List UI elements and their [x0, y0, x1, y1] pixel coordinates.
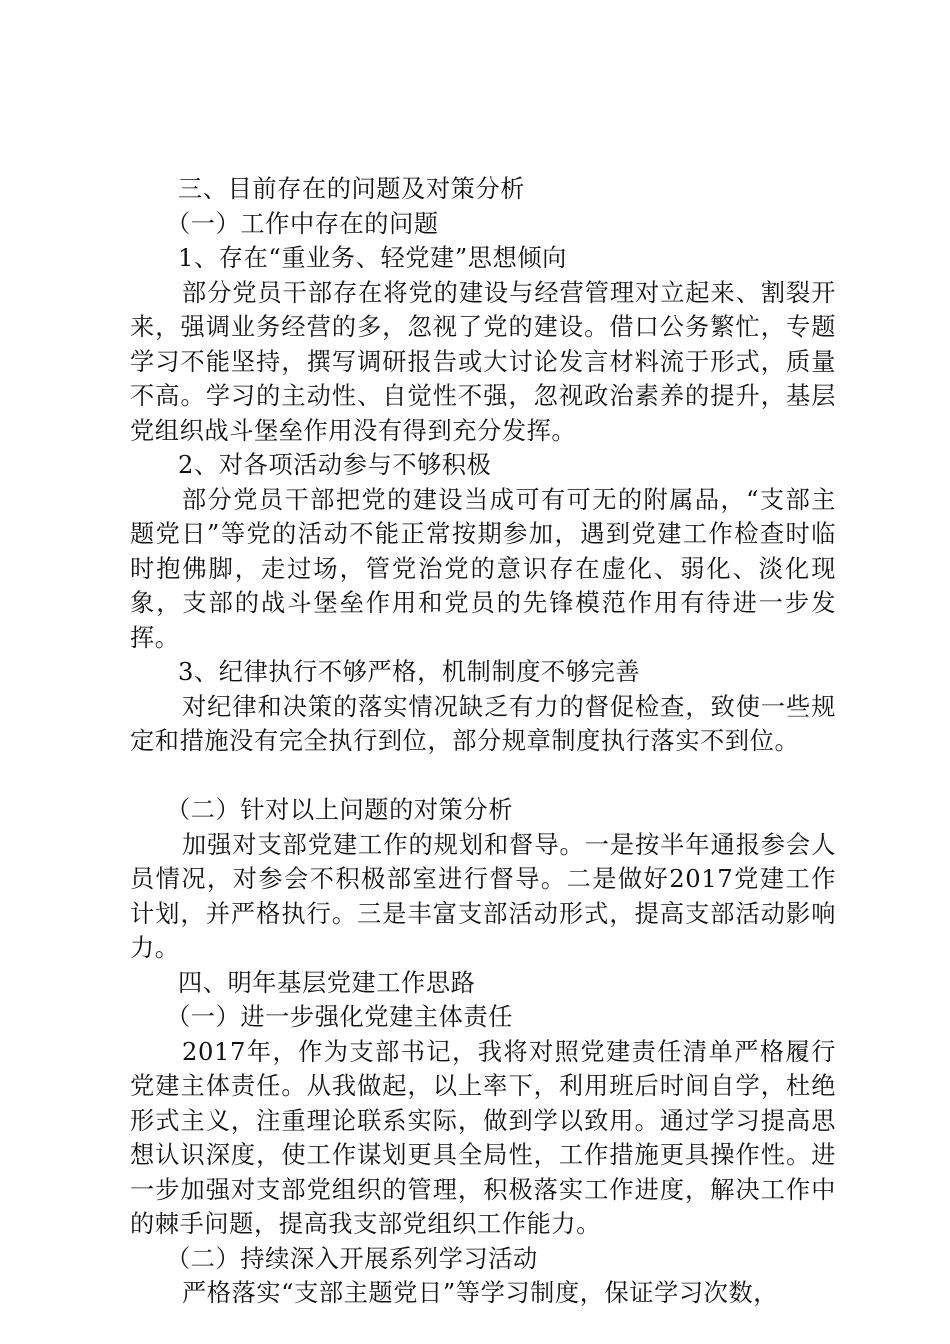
body-paragraph: 部分党员干部把党的建设当成可有可无的附属品，“支部主题党日”等党的活动不能正常按期参加，遇到党建工作检查时临时抱佛脚，走过场，管党治党的意识存在虚化、弱化、淡化现象，支部的战斗堡垒作用和党员的先锋模范作用有待进一步发挥。 [130, 485, 836, 652]
section-heading: 四、明年基层党建工作思路 [178, 968, 476, 997]
subsection-heading: （一）工作中存在的问题 [166, 209, 439, 238]
subsection-heading: （二）持续深入开展系列学习活动 [166, 1244, 538, 1273]
paragraph-spacer [130, 759, 836, 794]
subsection-heading: （二）针对以上问题的对策分析 [166, 796, 514, 824]
body-paragraph: 2017年，作为支部书记，我将对照党建责任清单严格履行党建主体责任。从我做起，以上率下，利用班后时间自学，杜绝形式主义，注重理论联系实际，做到学以致用。通过学习提高思想认识深度，使工作谋划更具全局性，工作措施更具操作性。进一步加强对支部党组织的管理，积极落实工作进度，解决工作中的棘手问题，提高我支部党组织工作能力。 [130, 1037, 836, 1238]
document-body [130, 172, 836, 1311]
subsection-heading: （一）进一步强化党建主体责任 [166, 1003, 514, 1031]
body-paragraph: 对纪律和决策的落实情况缺乏有力的督促检查，致使一些规定和措施没有完全执行到位，部分规章制度执行落实不到位。 [130, 692, 836, 755]
item-heading: 3、纪律执行不够严格，机制制度不够完善 [178, 658, 641, 686]
body-paragraph: 严格落实“支部主题党日”等学习制度，保证学习次数， [182, 1279, 779, 1307]
body-paragraph: 部分党员干部存在将党的建设与经营管理对立起来、割裂开来，强调业务经营的多，忽视了党的建设。借口公务繁忙，专题学习不能坚持，撰写调研报告或大讨论发言材料流于形式，质量不高。学习的主动性、自觉性不强，忽视政治素养的提升，基层党组织战斗堡垒作用没有得到充分发挥。 [130, 278, 836, 445]
item-heading: 1、存在“重业务、轻党建”思想倾向 [178, 244, 567, 272]
item-heading: 2、对各项活动参与不够积极 [178, 451, 492, 479]
section-heading: 三、目前存在的问题及对策分析 [178, 175, 526, 203]
body-paragraph: 加强对支部党建工作的规划和督导。一是按半年通报参会人员情况，对参会不积极部室进行督导。二是做好2017党建工作计划，并严格执行。三是丰富支部活动形式，提高支部活动影响力。 [130, 830, 836, 962]
